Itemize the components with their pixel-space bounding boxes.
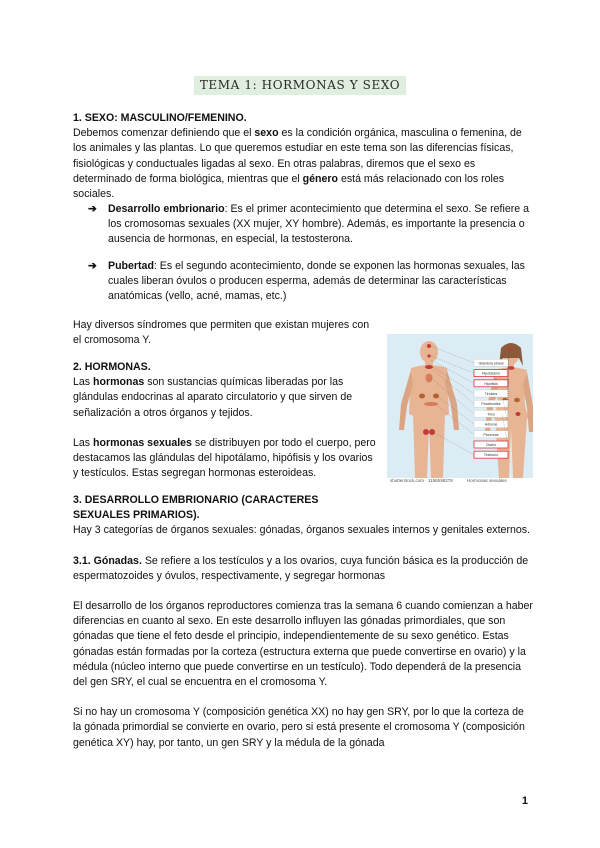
figure-credit: shutterstock.com · 1186598278 — [390, 478, 453, 483]
text-run: Debemos comenzar definiendo que el — [73, 127, 255, 140]
gland-label: Paratiroides — [481, 402, 501, 407]
bullet-body: : Es el primer acontecimiento que determina el sexo. Se refiere a los cromosomas sexuales (XX mujer, XY hombre). Además, es importante la presencia o ausencia de hormonas, en especial, la testosterona. — [108, 203, 529, 246]
bullet-text — [108, 202, 533, 248]
hormonas-sexuales-paragraph — [73, 436, 378, 482]
arrow-icon: ➔ — [88, 260, 97, 272]
gland-label: Tiroides — [484, 392, 498, 396]
gland-label: Adrenal — [484, 422, 498, 427]
text-run: Se refiere a los testículos y a los ovarios, cuya función básica es la producción de espermatozoides y óvulos, respectivamente, y segregar hormonas — [73, 554, 529, 582]
bullet-term: Desarrollo embrionario — [108, 203, 225, 215]
section-1-note — [73, 318, 373, 348]
section-3 — [73, 493, 533, 751]
term-hormonas-sexuales: hormonas sexuales — [93, 436, 192, 449]
hormonas-paragraph — [73, 375, 378, 421]
arrow-icon: ➔ — [88, 203, 97, 215]
gland-label: Hipotálamo — [481, 371, 501, 376]
subsection-label: 3.1. Gónadas. — [73, 554, 142, 567]
page-number: 1 — [521, 795, 528, 807]
gland-label: Glándula pineal — [478, 361, 504, 366]
bullet-body: : Es el segundo acontecimiento, donde se exponen las hormonas sexuales, las cuales liberan óvulos o producen esperma, además de determinar las características anatómicas (vello, acné, mamas, etc.) — [108, 260, 525, 303]
term-hormonas: hormonas — [93, 376, 145, 389]
section-3-heading: 3. DESARROLLO EMBRIONARIO (CARACTERES SEXUALES PRIMARIOS). — [73, 494, 319, 522]
gonadas-paragraph — [73, 554, 533, 584]
bullet-text — [108, 259, 533, 305]
text-run: se distribuyen por todo el cuerpo, pero destacamos las glándulas del hipotálamo, hipófisis y los ovarios y testículos. Estas segregan hormonas esteroideas. — [73, 436, 376, 480]
figure-caption: Hormonas sexuales — [467, 478, 507, 483]
text-run: Las — [73, 436, 94, 449]
section-1-paragraph — [73, 126, 533, 202]
section-2 — [73, 360, 378, 481]
text-run: Las — [73, 376, 94, 389]
section-1-heading: 1. SEXO: MASCULINO/FEMENINO. — [73, 112, 247, 124]
gland-label: Hipófisis — [484, 381, 498, 386]
bullet-desarrollo — [88, 202, 533, 248]
sindromes-paragraph: Hay diversos síndromes que permiten que existan mujeres con el cromosoma Y. — [73, 319, 370, 347]
text-run: está más relacionado con los roles sociales. — [73, 172, 505, 201]
gland-label: Ovario — [485, 443, 497, 447]
page-title: TEMA 1: HORMONAS Y SEXO — [194, 76, 406, 95]
term-sexo: sexo — [254, 127, 279, 140]
endocrine-illustration — [387, 334, 533, 478]
text-run: son sustancias químicas liberadas por las glándulas endocrinas al aparato circulatorio y que sirven de señalización a otros órganos y tejidos. — [73, 376, 353, 419]
bullet-term: Pubertad — [108, 260, 154, 272]
gland-label: Testículo — [483, 453, 499, 458]
term-genero: género — [302, 172, 338, 185]
text-run: es la condición orgánica, masculina o femenina, de los animales y las plantas. Lo que queremos estudiar en este tema son las diferencias físicas, fisiológicas y conductuales ligadas al sexo. En otras palabras, diremos que el sexo es determinado de forma biológica, mientras que el — [73, 127, 522, 185]
gland-label: Timo — [487, 412, 495, 417]
categorias-paragraph: Hay 3 categorías de órganos sexuales: gónadas, órganos sexuales internos y genitales externos. — [73, 524, 530, 537]
sry-paragraph: Si no hay un cromosoma Y (composición genética XX) no hay gen SRY, por lo que la corteza de la gónada primordial se convierte en ovario, pero si está presente el cromosoma Y (composición genética XY) hay, por tanto, un gen SRY y la médula de la gónada — [73, 706, 525, 749]
section-1 — [73, 111, 533, 202]
bullet-pubertad — [88, 259, 533, 305]
gland-label: Páncreas — [483, 432, 499, 437]
title-wrap — [0, 76, 600, 95]
section-2-heading: 2. HORMONAS. — [73, 361, 151, 373]
desarrollo-paragraph: El desarrollo de los órganos reproductores comienza tras la semana 6 cuando comienzan a haber diferencias en cuanto al sexo. En este desarrollo influyen las gónadas primordiales, que son gónadas que tiene el feto desde el principio, independientemente de su sexo genético. Estas gónadas están formadas por la corteza (estructura externa que puede convertirse en ovario) y la médula (núcleo interno que puede convertirse en un testículo). Todo dependerá de la presencia del gen SRY, el cual se encuentra en el cromosoma Y. — [73, 600, 533, 689]
